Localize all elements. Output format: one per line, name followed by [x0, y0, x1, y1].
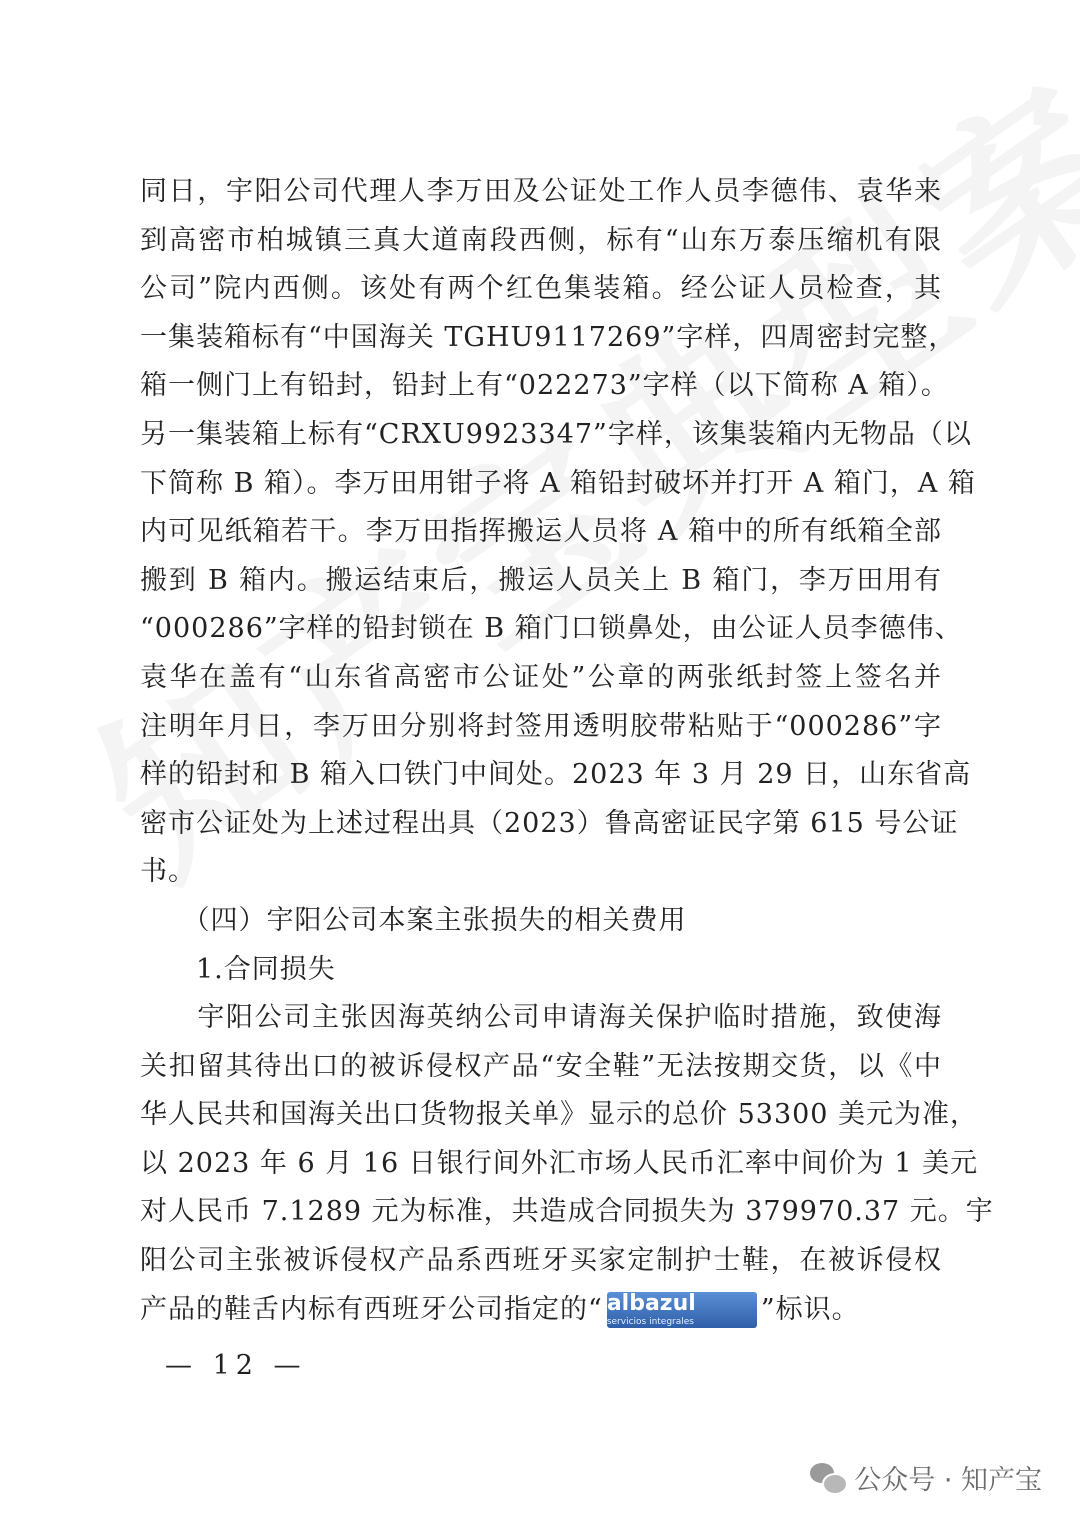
document-body — [140, 168, 994, 1334]
text-line-7: 下简称 B 箱）。李万田用钳子将 A 箱铅封破坏并打开 A 箱门，A 箱 — [140, 467, 976, 499]
footer-text: 公众号 · 知产宝 — [854, 1465, 1042, 1496]
text-line-8: 内可见纸箱若干。李万田指挥搬运人员将 A 箱中的所有纸箱全部 — [140, 516, 942, 548]
text-line-1: 同日，宇阳公司代理人李万田及公证处工作人员李德伟、袁华来 — [140, 176, 942, 207]
text-line-9: 搬到 B 箱内。搬运结束后，搬运人员关上 B 箱门，李万田用有 — [140, 564, 942, 596]
text-line-24 — [140, 1286, 942, 1335]
section-heading: （四）宇阳公司本案主张损失的相关费用 — [140, 904, 687, 936]
text-line-4: 一集装箱标有“中国海关 TGHU9117269”字样，四周密封完整， — [140, 321, 957, 353]
text-line-11: 袁华在盖有“山东省高密市公证处”公章的两张纸封签上签名并 — [140, 661, 942, 693]
text-line-5: 箱一侧门上有铅封，铅封上有“022273”字样（以下简称 A 箱）。 — [140, 370, 949, 402]
text-line-6: 另一集装箱上标有“CRXU9923347”字样，该集装箱内无物品（以 — [140, 418, 972, 450]
text-line-12: 注明年月日，李万田分别将封签用透明胶带粘贴于“000286”字 — [140, 710, 942, 742]
text-line-22: 对人民币 7.1289 元为标准，共造成合同损失为 379970.37 元。宇 — [140, 1196, 994, 1228]
subsection-heading: 1.合同损失 — [140, 953, 336, 985]
wechat-icon — [810, 1463, 844, 1493]
text-line-3: 公司”院内西侧。该处有两个红色集装箱。经公证人员检查，其 — [140, 273, 942, 305]
text-line-21: 以 2023 年 6 月 16 日银行间外汇市场人民币汇率中间价为 1 美元 — [140, 1147, 979, 1179]
text-line-15: 书。 — [140, 856, 196, 888]
text-line-14: 密市公证处为上述过程出具（2023）鲁高密证民字第 615 号公证 — [140, 807, 959, 839]
text-line-24-after: ”标识。 — [760, 1293, 860, 1325]
page-number: — 12 — — [165, 1350, 307, 1381]
text-line-2: 到高密市柏城镇三真大道南段西侧，标有“山东万泰压缩机有限 — [140, 224, 942, 256]
logo-main-text: albazul — [606, 1292, 696, 1317]
text-line-20: 华人民共和国海关出口货物报关单》显示的总价 53300 美元为准， — [140, 1099, 979, 1131]
footer-source[interactable] — [810, 1458, 1042, 1497]
text-line-13: 样的铅封和 B 箱入口铁门中间处。2023 年 3 月 29 日，山东省高 — [140, 759, 972, 791]
text-line-23: 阳公司主张被诉侵权产品系西班牙买家定制护士鞋，在被诉侵权 — [140, 1245, 942, 1277]
text-line-18: 宇阳公司主张因海英纳公司申请海关保护临时措施，致使海 — [140, 1002, 942, 1034]
logo-sub-text: servicios integrales — [606, 1317, 694, 1328]
text-line-19: 关扣留其待出口的被诉侵权产品“安全鞋”无法按期交货，以《中 — [140, 1050, 942, 1082]
text-line-24-before: 产品的鞋舌内标有西班牙公司指定的“ — [140, 1293, 603, 1325]
text-line-10: “000286”字样的铅封锁在 B 箱门口锁鼻处，由公证人员李德伟、 — [140, 613, 963, 645]
albazul-logo — [607, 1292, 757, 1328]
